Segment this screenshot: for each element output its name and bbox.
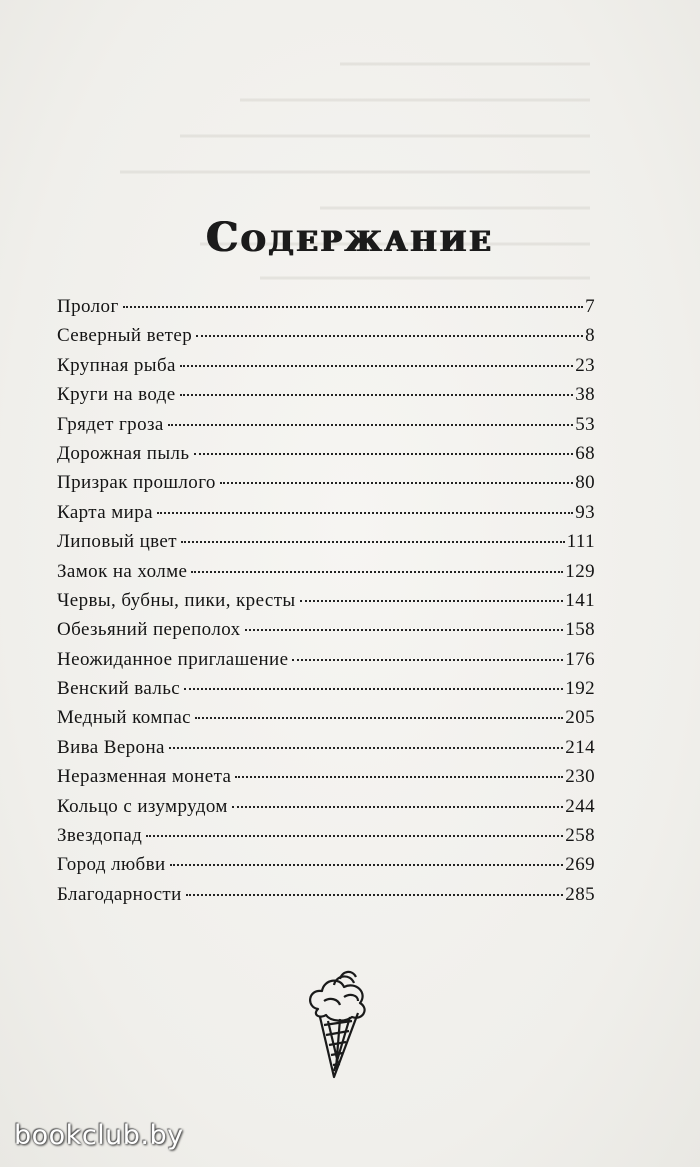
toc-entry-page-number: 111 bbox=[566, 531, 595, 553]
toc-entry-page-number: 23 bbox=[575, 354, 595, 376]
toc-entry bbox=[57, 590, 595, 619]
toc-entry bbox=[57, 296, 595, 325]
toc-entry-title: Город любви bbox=[57, 854, 166, 876]
toc-entry bbox=[57, 561, 595, 590]
dot-leader bbox=[195, 717, 563, 719]
toc-entry-page-number: 269 bbox=[565, 854, 595, 876]
toc-entry-title: Карта мира bbox=[57, 501, 153, 523]
toc-entry bbox=[57, 325, 595, 354]
toc-entry-title: Неожиданное приглашение bbox=[57, 648, 289, 670]
toc-entry bbox=[57, 766, 595, 795]
toc-entry-page-number: 285 bbox=[565, 883, 595, 905]
toc-entry-title: Дорожная пыль bbox=[57, 442, 190, 464]
page-title-text: Содержание bbox=[206, 214, 494, 261]
toc-entry-title: Кольцо с изумрудом bbox=[57, 795, 228, 817]
dot-leader bbox=[181, 541, 565, 543]
dot-leader bbox=[180, 394, 574, 396]
toc-entry bbox=[57, 502, 595, 531]
toc-entry-page-number: 53 bbox=[575, 413, 595, 435]
toc-entry-page-number: 192 bbox=[565, 678, 595, 700]
dot-leader bbox=[220, 482, 573, 484]
toc-entry bbox=[57, 707, 595, 736]
toc-entry-page-number: 80 bbox=[575, 472, 595, 494]
toc-entry-title: Червы, бубны, пики, кресты bbox=[57, 589, 296, 611]
dot-leader bbox=[300, 600, 564, 602]
toc-entry-page-number: 230 bbox=[565, 766, 595, 788]
dot-leader bbox=[245, 629, 564, 631]
toc-entry-page-number: 158 bbox=[565, 619, 595, 641]
toc-entry-page-number: 141 bbox=[565, 589, 595, 611]
toc-entry-page-number: 205 bbox=[565, 707, 595, 729]
toc-entry bbox=[57, 796, 595, 825]
toc-entry bbox=[57, 737, 595, 766]
dot-leader bbox=[168, 424, 573, 426]
toc-entry bbox=[57, 443, 595, 472]
dot-leader bbox=[123, 306, 583, 308]
toc-entry-page-number: 258 bbox=[565, 825, 595, 847]
toc-entry-page-number: 129 bbox=[565, 560, 595, 582]
toc-entry bbox=[57, 678, 595, 707]
show-through-texture bbox=[120, 60, 600, 300]
toc-entry-title: Грядет гроза bbox=[57, 413, 164, 435]
watermark: bookclub.by bbox=[14, 1120, 184, 1151]
toc-entry-title: Обезьяний переполох bbox=[57, 619, 241, 641]
dot-leader bbox=[232, 806, 563, 808]
ice-cream-cone-icon bbox=[300, 965, 380, 1085]
toc-entry-title: Северный ветер bbox=[57, 325, 193, 347]
dot-leader bbox=[235, 776, 563, 778]
toc-entry bbox=[57, 472, 595, 501]
toc-entry-title: Пролог bbox=[57, 296, 119, 317]
toc-entry bbox=[57, 531, 595, 560]
toc-entry-title: Липовый цвет bbox=[57, 531, 177, 553]
toc-entry-page-number: 7 bbox=[585, 296, 595, 317]
toc-entry bbox=[57, 884, 595, 913]
dot-leader bbox=[292, 659, 563, 661]
toc-entry bbox=[57, 854, 595, 883]
toc-entry-page-number: 214 bbox=[565, 736, 595, 758]
toc-entry-page-number: 68 bbox=[575, 442, 595, 464]
dot-leader bbox=[146, 835, 563, 837]
dot-leader bbox=[169, 747, 563, 749]
dot-leader bbox=[170, 864, 564, 866]
dot-leader bbox=[184, 688, 563, 690]
toc-entry bbox=[57, 414, 595, 443]
toc-entry-title: Круги на воде bbox=[57, 384, 176, 406]
toc-entry-title: Замок на холме bbox=[57, 560, 188, 582]
toc-entry bbox=[57, 619, 595, 648]
toc-entry-title: Крупная рыба bbox=[57, 354, 176, 376]
toc-entry-page-number: 176 bbox=[565, 648, 595, 670]
toc-entry-page-number: 244 bbox=[565, 795, 595, 817]
toc-entry-page-number: 8 bbox=[585, 325, 595, 347]
toc-entry bbox=[57, 355, 595, 384]
toc-entry-title: Неразменная монета bbox=[57, 766, 232, 788]
toc-entry-page-number: 38 bbox=[575, 384, 595, 406]
toc-entry-page-number: 93 bbox=[575, 501, 595, 523]
dot-leader bbox=[186, 894, 564, 896]
toc-entry-title: Вива Верона bbox=[57, 736, 165, 758]
toc-entry-title: Благодарности bbox=[57, 883, 182, 905]
toc-entry bbox=[57, 649, 595, 678]
toc-entry-title: Призрак прошлого bbox=[57, 472, 216, 494]
dot-leader bbox=[180, 365, 573, 367]
toc-entry-title: Звездопад bbox=[57, 825, 143, 847]
dot-leader bbox=[191, 571, 563, 573]
table-of-contents bbox=[57, 296, 595, 913]
toc-entry bbox=[57, 384, 595, 413]
dot-leader bbox=[196, 335, 583, 337]
toc-entry bbox=[57, 825, 595, 854]
toc-entry-title: Медный компас bbox=[57, 707, 192, 729]
dot-leader bbox=[157, 512, 573, 514]
dot-leader bbox=[194, 453, 574, 455]
page-title bbox=[0, 214, 700, 261]
toc-entry-title: Венский вальс bbox=[57, 678, 181, 700]
